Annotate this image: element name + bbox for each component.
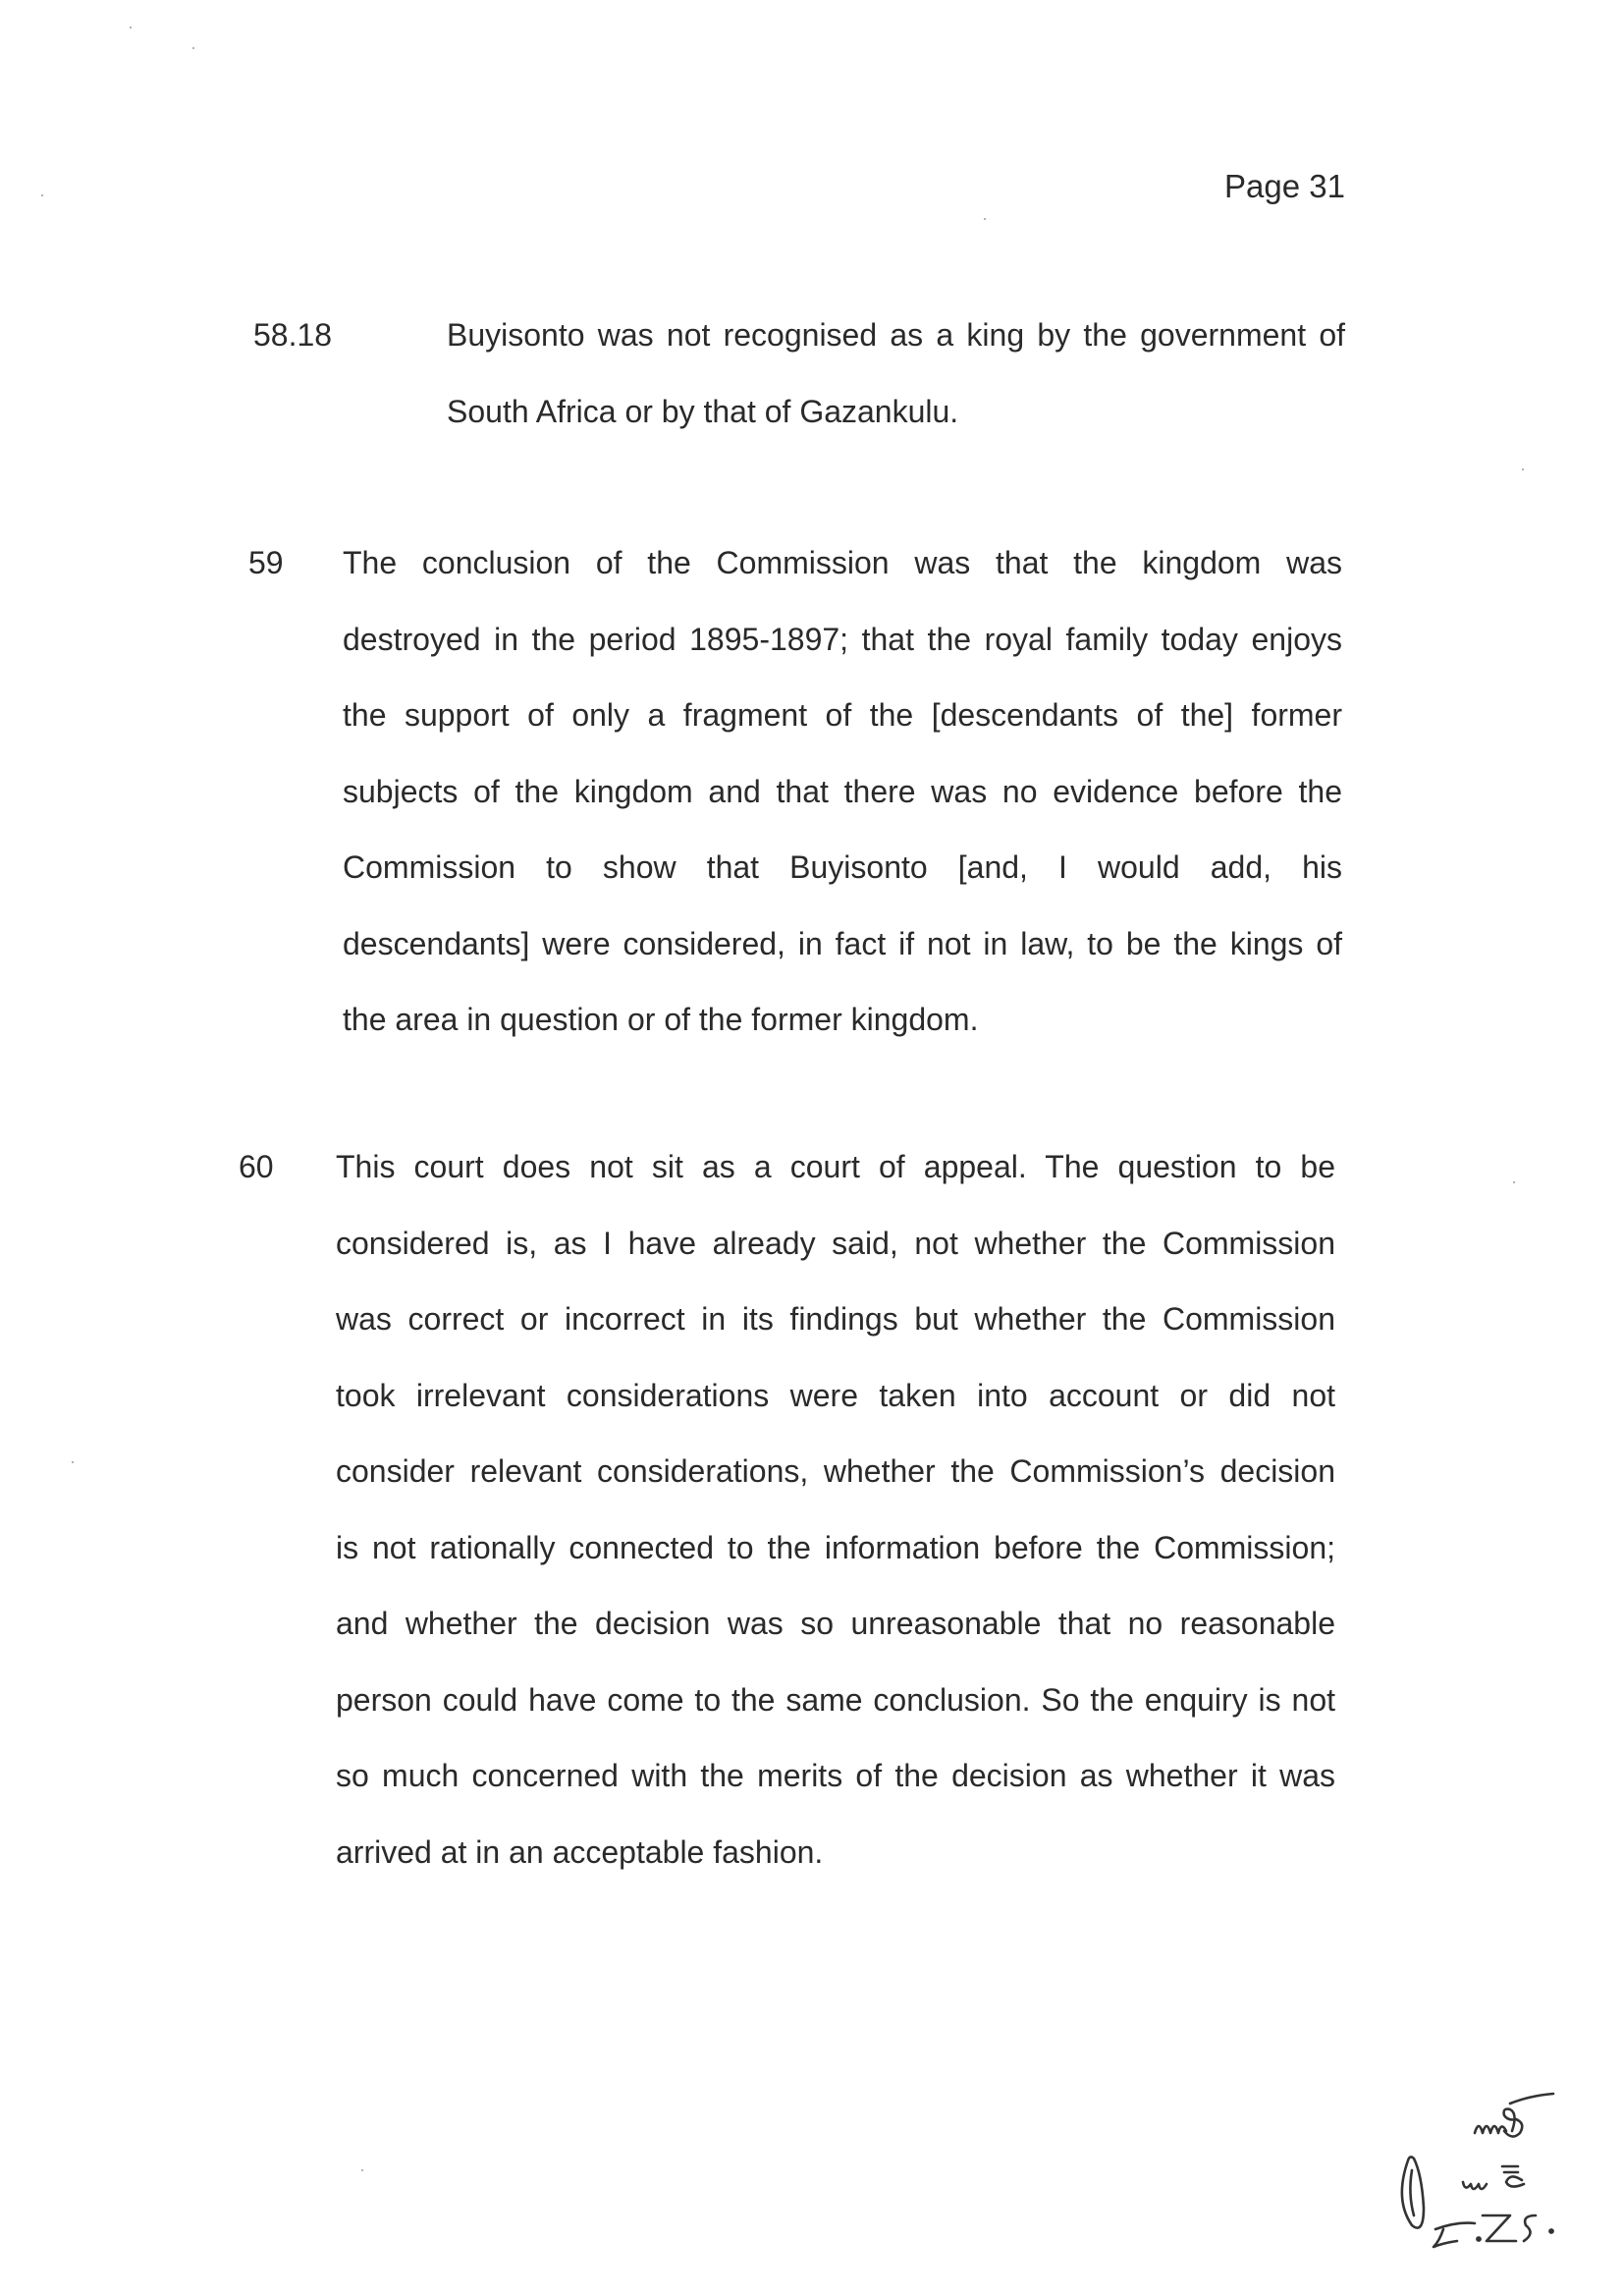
text-line: took irrelevant considerations were taken into account or did not	[336, 1377, 1335, 1413]
scan-speck	[41, 194, 43, 196]
scan-speck	[72, 1461, 74, 1463]
text-line: Buyisonto was not recognised as a king by the government of	[447, 317, 1345, 353]
page-number: Page 31	[1224, 168, 1345, 204]
text-line: subjects of the kingdom and that there was no evidence before the	[343, 773, 1342, 809]
text-line: Commission to show that Buyisonto [and, I would add, his	[343, 849, 1342, 885]
scan-speck	[1522, 468, 1524, 470]
text-line: and whether the decision was so unreasonable that no reasonable	[336, 1606, 1335, 1641]
text-line: the area in question or of the former kingdom.	[343, 1002, 979, 1037]
scan-speck	[984, 218, 986, 220]
text-line: descendants] were considered, in fact if not in law, to be the kings of	[343, 925, 1342, 961]
handwritten-initials-signature	[1365, 2082, 1600, 2278]
paragraph-text	[447, 298, 1345, 450]
text-line: so much concerned with the merits of the decision as whether it was	[336, 1758, 1335, 1793]
text-line: considered is, as I have already said, not whether the Commission	[336, 1225, 1335, 1261]
paragraph-number: 58.18	[253, 317, 333, 353]
text-line: destroyed in the period 1895-1897; that the royal family today enjoys	[343, 621, 1342, 657]
text-line: was correct or incorrect in its findings but whether the Commission	[336, 1301, 1335, 1337]
text-line: This court does not sit as a court of appeal. The question to be	[336, 1149, 1335, 1184]
scan-speck	[1513, 1181, 1515, 1183]
text-line: South Africa or by that of Gazankulu.	[447, 393, 959, 429]
text-line: person could have come to the same conclusion. So the enquiry is not	[336, 1681, 1335, 1718]
paragraph-number: 60	[239, 1149, 274, 1184]
scan-speck	[130, 27, 132, 28]
paragraph-text	[336, 1129, 1335, 1890]
paragraph-number: 59	[248, 545, 284, 580]
text-line: consider relevant considerations, whether the Commission’s decision	[336, 1453, 1335, 1489]
text-line: is not rationally connected to the information before the Commission;	[336, 1529, 1335, 1565]
text-line: The conclusion of the Commission was that the kingdom was	[343, 545, 1342, 580]
paragraph-text	[343, 525, 1342, 1059]
scan-speck	[192, 47, 194, 49]
text-line: arrived at in an acceptable fashion.	[336, 1833, 824, 1870]
text-line: the support of only a fragment of the [descendants of the] former	[343, 697, 1342, 733]
scan-speck	[361, 2169, 363, 2171]
